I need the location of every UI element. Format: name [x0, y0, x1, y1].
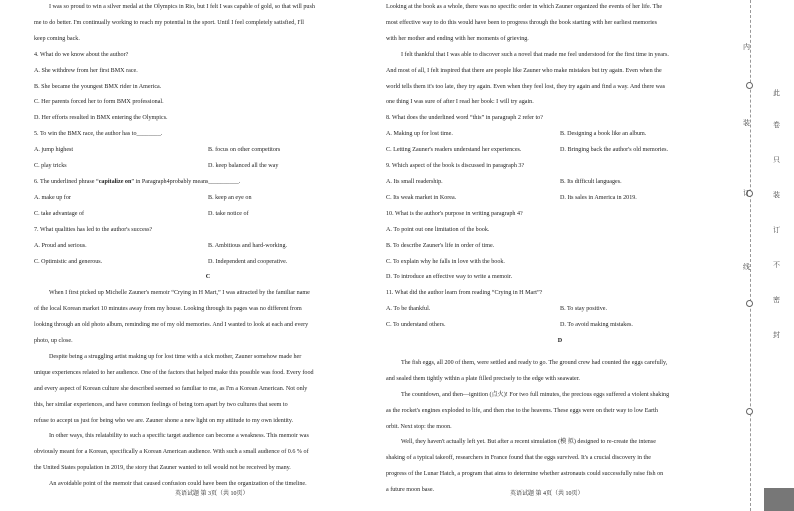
side-char: 封: [773, 331, 780, 339]
option: D. To avoid making mistakes.: [560, 322, 633, 329]
option: D. Bringing back the author's old memories.: [560, 147, 669, 154]
side-char: 卷: [773, 121, 780, 129]
option: B. Ambitious and hard-working.: [208, 242, 288, 249]
passage-line: one thing I was sure of after I read her book: I will try again.: [386, 99, 534, 106]
passage-line: obviously meant for a Korean, specifically a Korean American audience. With such a small audience of 0.6 % of: [34, 449, 309, 456]
option: A. She withdrew from her first BMX race.: [34, 67, 138, 74]
option-row: [386, 175, 734, 191]
option: A. To be thankful.: [386, 306, 431, 313]
question-5: 5. To win the BMX race, the author has to________.: [34, 131, 163, 138]
side-strip: [764, 0, 794, 511]
option: D. Her efforts resulted in BMX entering the Olympics.: [34, 115, 168, 122]
passage-line: as the rocket's engines exploded to life, and then rise to the heavens. These eggs were on their way to low Earth: [386, 407, 658, 414]
option: A. Proud and serious.: [34, 242, 87, 249]
passage-line: An avoidable point of the memoir that caused confusion could have been the organization of the timeline.: [49, 481, 307, 488]
passage-line: and sealed them tightly within a plate filled precisely to the edge with seawater.: [386, 375, 580, 382]
page-footer-right: 英语试题 第 4页（共 10页）: [510, 491, 584, 497]
option: A. Its small readership.: [386, 178, 443, 185]
passage-line: In other ways, this relatability to such a specific target audience can become a weakness. This memoir was: [49, 433, 309, 440]
seal-char: 订: [743, 189, 750, 197]
option-row: [34, 191, 382, 207]
passage-line: Despite being a struggling artist making up for lost time with a sick mother, Zauner somehow made her: [49, 353, 302, 360]
option: C. To understand others.: [386, 322, 446, 329]
side-char: 只: [773, 156, 780, 164]
binding-hole: [746, 408, 753, 415]
side-char: 装: [773, 191, 780, 199]
side-char: 订: [773, 226, 780, 234]
passage-line: I felt thankful that I was able to discover such a novel that made me feel understood for the first time in years.: [401, 51, 669, 58]
question-6-bold: capitalize on: [98, 178, 132, 185]
option-row: [34, 207, 382, 223]
option: C. take advantage of: [34, 210, 85, 217]
passage-line: with her mother and ending with her moments of grieving.: [386, 35, 529, 42]
passage-line: When I first picked up Michelle Zauner's memoir “Crying in H Mart,” I was attracted by the familiar name: [49, 290, 310, 297]
text-line: me to do better. I'm continually working to reach my potential in the sport. Until I feel completely satisfied, I'll: [34, 19, 304, 26]
passage-line: unique experiences related to her audience. One of the factors that helped make this possible was food. Every food: [34, 369, 314, 376]
passage-line: looking through an old photo album, reminding me of my old memories. And I wanted to look at each and every: [34, 322, 309, 329]
option: B. To describe Zauner's life in order of time.: [386, 242, 495, 249]
passage-line: world tells them it's too late, they try again. Even when they feel lost, they try again and find a way. And there was: [386, 83, 666, 90]
option: B. Designing a book like an album.: [560, 131, 647, 138]
section-heading-c: C: [205, 274, 211, 281]
option: B. She became the youngest BMX rider in America.: [34, 83, 162, 90]
option: D. Its sales in America in 2019.: [560, 194, 637, 201]
binding-hole: [746, 82, 753, 89]
section-heading-d: D: [557, 338, 563, 345]
dashed-rule: [750, 0, 752, 511]
corner-block: [764, 488, 794, 511]
option-row: [386, 191, 734, 207]
option: C. Its weak market in Korea.: [386, 194, 457, 201]
question-8: 8. What does the underlined word “this” in paragraph 2 refer to?: [386, 115, 543, 122]
page-footer-left: 英语试题 第 3页（共 10页）: [175, 491, 249, 497]
binding-hole: [746, 300, 753, 307]
option-row: [34, 255, 382, 271]
question-7: 7. What qualities has led to the author's success?: [34, 226, 153, 233]
passage-line: most effective way to do this would have been to progress through the book starting with her earliest memories: [386, 19, 657, 26]
option-row: [386, 318, 734, 334]
option-row: [386, 302, 734, 318]
seal-char: 装: [743, 119, 750, 127]
option-row: [34, 143, 382, 159]
side-char: 密: [773, 296, 780, 304]
option-row: [386, 143, 734, 159]
option: A. Making up for lost time.: [386, 131, 453, 138]
question-9: 9. Which aspect of the book is discussed in paragraph 3?: [386, 163, 525, 170]
option: B. keep an eye on: [208, 194, 252, 201]
option: B. To stay positive.: [560, 306, 608, 313]
seal-char: 内: [743, 43, 750, 51]
option: B. Its difficult languages.: [560, 178, 622, 185]
option: A. make up for: [34, 194, 71, 201]
passage-line: shaking of a typical takeoff, researchers in France found that the eggs survived. It's a crucial discovery in the: [386, 455, 651, 462]
option: C. Her parents forced her to form BMX professional.: [34, 99, 164, 106]
option: B. focus on other competitors: [208, 147, 281, 154]
binding-line: [738, 0, 764, 511]
seal-char: 线: [743, 263, 750, 271]
question-11: 11. What did the author learn from reading “Crying in H Mart”?: [386, 290, 543, 297]
passage-line: of the local Korean market 10 minutes away from my house. Looking through its pages was no different from: [34, 306, 302, 313]
question-6: [34, 175, 382, 191]
option-row: [34, 239, 382, 255]
option: A. To point out one limitation of the book.: [386, 226, 490, 233]
passage-line: Well, they haven't actually left yet. But after a recent simulation (模 拟) designed to re-create the intense: [401, 439, 656, 446]
option-row: [34, 159, 382, 175]
text-line: keep coming back.: [34, 35, 80, 42]
left-column: [34, 0, 382, 493]
option: D. Independent and cooperative.: [208, 258, 288, 265]
option: D. keep balanced all the way: [208, 163, 279, 170]
question-10: 10. What is the author's purpose in writing paragraph 4?: [386, 210, 523, 217]
passage-line: Looking at the book as a whole, there was no specific order in which Zauner organized the events of her life. The: [386, 4, 663, 10]
side-char: 不: [773, 261, 780, 269]
option: D. take notice of: [208, 210, 249, 217]
option: D. To introduce an effective way to write a memoir.: [386, 274, 513, 281]
question-4: 4. What do we know about the author?: [34, 51, 129, 58]
option: C. Optimistic and generous.: [34, 258, 103, 265]
option: C. To explain why he falls in love with the book.: [386, 258, 505, 265]
passage-line: a future moon base.: [386, 487, 435, 494]
passage-line: and every aspect of Korean culture she described seemed so familiar to me, as I'm a Korean American. Not only: [34, 385, 308, 392]
passage-line: The countdown, and then—ignition (点火)! For two full minutes, the precious eggs suffered a violent shaking: [401, 391, 670, 398]
passage-line: The fish eggs, all 200 of them, were settled and ready to go. The ground crew had counted the eggs carefully,: [401, 359, 668, 366]
option: C. play tricks: [34, 163, 67, 170]
option: C. Letting Zauner's readers understand her experiences.: [386, 147, 522, 154]
question-6-post: ” in Paragraph4probably means__________.: [131, 178, 241, 185]
passage-line: orbit. Next stop: the moon.: [386, 423, 452, 430]
passage-line: And most of all, I felt inspired that there are people like Zauner who make mistakes but try again. Even when the: [386, 67, 662, 74]
question-6-pre: 6. The underlined phrase “: [34, 178, 99, 185]
option: A. jump highest: [34, 147, 74, 154]
passage-line: progress of the Lunar Hatch, a program that aims to determine whether astronauts could successfully raise fish on: [386, 471, 664, 478]
side-char: 此: [773, 89, 780, 97]
right-column: [386, 0, 734, 499]
passage-line: the United States population in 2019, the story that Zauner wanted to tell would not be received by many.: [34, 465, 291, 472]
passage-line: photo, up close.: [34, 338, 73, 345]
passage-line: this, her similar experiences, and have common feelings of being torn apart by two cultures that seem to: [34, 401, 288, 408]
option-row: [386, 127, 734, 143]
text-line: I was so proud to win a silver medal at the Olympics in Rio, but I felt I was capable of gold, so that will push: [49, 4, 315, 10]
passage-line: refuse to accept us just for being who we are. Zauner shone a new light on my attitude to my own identity.: [34, 417, 294, 424]
